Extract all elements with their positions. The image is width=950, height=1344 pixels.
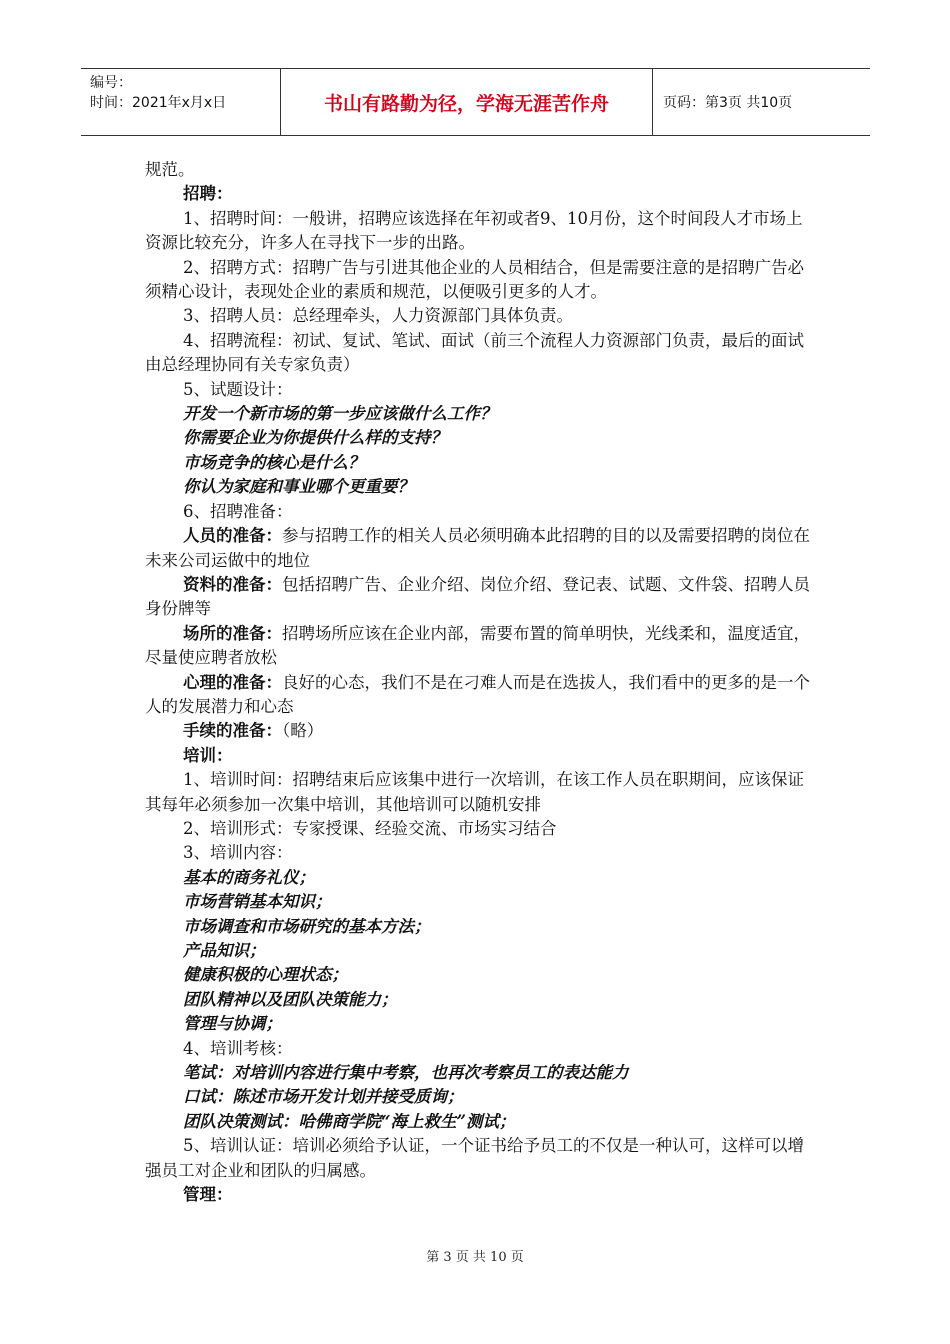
header-motto: 书山有路勤为径，学海无涯苦作舟 xyxy=(281,69,653,135)
question-item: 市场竞争的核心是什么？ xyxy=(183,452,365,472)
paragraph: 1、招聘时间：一般讲，招聘应该选择在年初或者9、10月份，这个时间段人才市场上资源比较充分，许多人在寻找下一步的出路。 xyxy=(145,208,803,253)
paragraph: 2、招聘方式：招聘广告与引进其他企业的人员相结合，但是需要注意的是招聘广告必须精心设计，表现处企业的素质和规范，以便吸引更多的人才。 xyxy=(145,257,804,302)
page-header xyxy=(81,68,870,136)
exam-item: 口试：陈述市场开发计划并接受质询； xyxy=(183,1087,464,1107)
header-page-info: 页码：第3页 共10页 xyxy=(663,95,793,111)
prep-text: 参与招聘工作的相关人员必须明确本此招聘的目的以及需要招聘的岗位在未来公司运做中的地位 xyxy=(145,526,810,570)
section-heading-management: 管理： xyxy=(183,1185,233,1205)
prep-item xyxy=(145,573,815,622)
document-number-label: 编号： xyxy=(90,75,132,91)
prep-label: 场所的准备： xyxy=(183,623,282,643)
prep-item xyxy=(145,622,815,671)
prep-item xyxy=(145,524,815,573)
training-content-item: 市场营销基本知识； xyxy=(183,892,332,912)
paragraph: 1、培训时间：招聘结束后应该集中进行一次培训，在该工作人员在职期间，应该保证其每年必须参加一次集中培训，其他培训可以随机安排 xyxy=(145,770,804,814)
training-content-item: 管理与协调； xyxy=(183,1014,282,1034)
paragraph: 6、招聘准备： xyxy=(183,501,293,521)
training-content-item: 健康积极的心理状态； xyxy=(183,965,348,985)
prep-label: 资料的准备： xyxy=(183,574,282,594)
training-content-item: 市场调查和市场研究的基本方法； xyxy=(183,916,431,936)
page-footer: 第 3 页 共 10 页 xyxy=(426,1250,524,1265)
exam-item: 笔试：对培训内容进行集中考察，也再次考察员工的表达能力 xyxy=(183,1063,629,1083)
prep-text: 良好的心态，我们不是在刁难人而是在选拔人，我们看中的更多的是一个人的发展潜力和心态 xyxy=(145,672,810,716)
prep-item xyxy=(145,719,815,743)
prep-text: 招聘场所应该在企业内部，需要布置的简单明快，光线柔和，温度适宜，尽量使应聘者放松 xyxy=(145,623,810,668)
prep-label: 手续的准备： xyxy=(183,721,282,741)
question-item: 你需要企业为你提供什么样的支持？ xyxy=(183,428,447,448)
prep-label: 人员的准备： xyxy=(183,526,282,546)
section-heading-recruitment: 招聘： xyxy=(183,184,233,204)
paragraph: 规范。 xyxy=(145,160,195,179)
paragraph: 5、试题设计： xyxy=(183,379,293,399)
paragraph: 4、招聘流程：初试、复试、笔试、面试（前三个流程人力资源部门负责，最后的面试由总经理协同有关专家负责） xyxy=(145,330,804,375)
exam-item: 团队决策测试：哈佛商学院“海上救生”测试； xyxy=(183,1111,516,1131)
prep-text: （略） xyxy=(282,721,324,741)
paragraph: 4、培训考核： xyxy=(183,1038,293,1058)
training-content-item: 产品知识； xyxy=(183,941,266,960)
training-content-item: 团队精神以及团队决策能力； xyxy=(183,989,398,1009)
prep-text: 包括招聘广告、企业介绍、岗位介绍、登记表、试题、文件袋、招聘人员身份牌等 xyxy=(145,574,810,619)
paragraph: 3、招聘人员：总经理牵头，人力资源部门具体负责。 xyxy=(183,306,573,326)
question-item: 你认为家庭和事业哪个更重要？ xyxy=(183,477,414,497)
prep-item xyxy=(145,671,815,720)
paragraph: 3、培训内容： xyxy=(183,843,293,863)
paragraph: 5、培训认证：培训必须给予认证，一个证书给予员工的不仅是一种认可，这样可以增强员工对企业和团队的归属感。 xyxy=(145,1136,804,1180)
document-date: 时间：2021年x月x日 xyxy=(90,95,227,111)
header-meta xyxy=(81,69,281,135)
document-body xyxy=(145,158,815,1207)
training-content-item: 基本的商务礼仪； xyxy=(183,867,315,887)
question-item: 开发一个新市场的第一步应该做什么工作？ xyxy=(183,404,497,424)
section-heading-training: 培训： xyxy=(183,745,233,765)
prep-label: 心理的准备： xyxy=(183,672,282,692)
paragraph: 2、培训形式：专家授课、经验交流、市场实习结合 xyxy=(183,818,557,838)
